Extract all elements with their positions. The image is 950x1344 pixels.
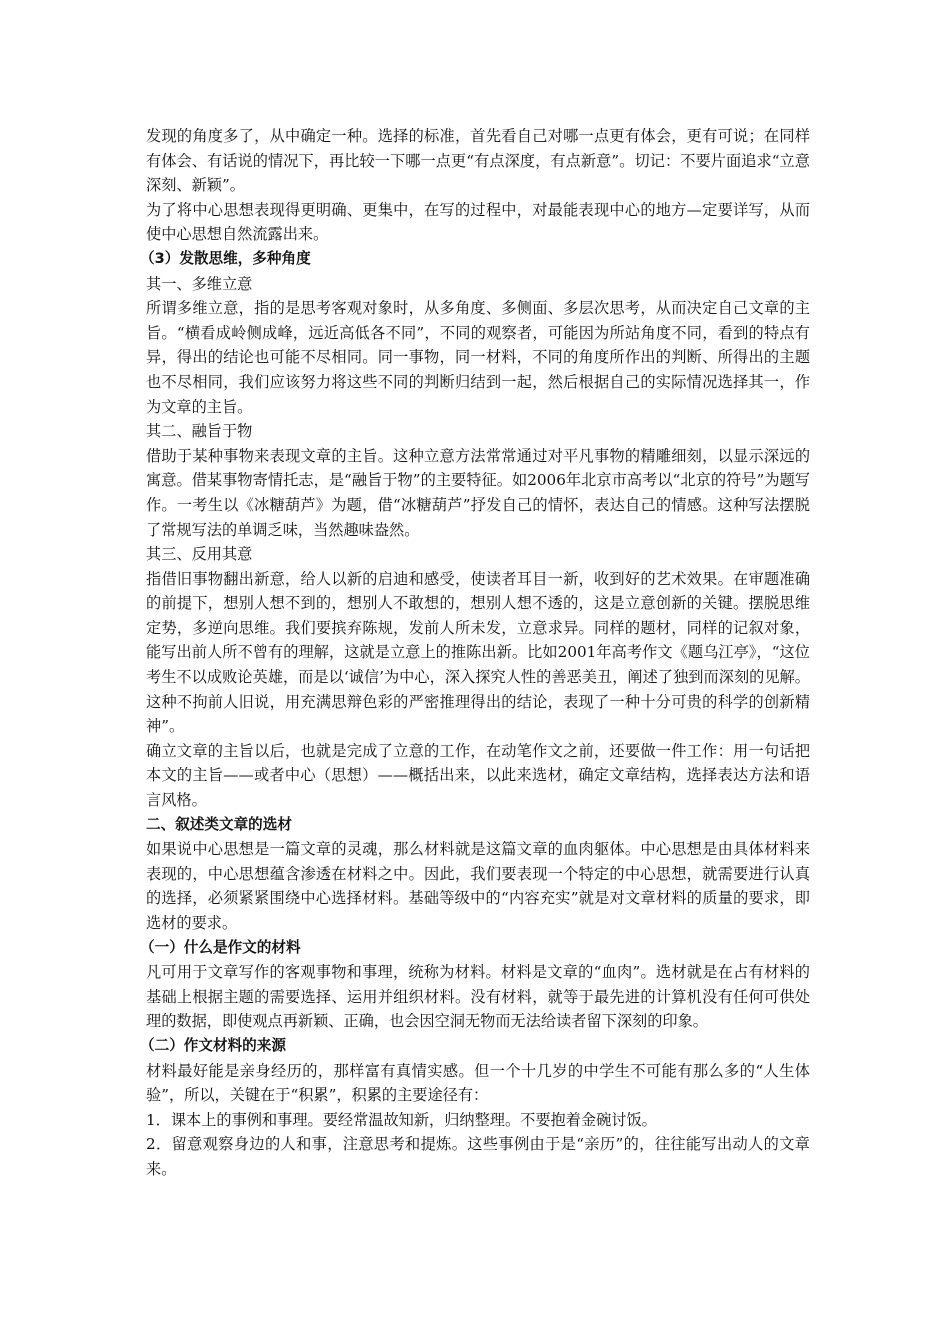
section-heading: （一）什么是作文的材料 [140, 938, 301, 956]
paragraph: 发现的角度多了，从中确定一种。选择的标准，首先看自己对哪一点更有体会，更有可说；在同样有体会、有话说的情况下，再比较一下哪一点更“有点深度，有点新意”。切记：不要片面追求“立意深刻、新颖”。 [146, 127, 810, 195]
paragraph: 凡可用于文章写作的客观事物和事理，统称为材料。材料是文章的“血肉”。选材就是在占有材料的基础上根据主题的需要选择、运用并组织材料。没有材料，就等于最先进的计算机没有任何可供处理的数据，即使观点再新颖、正确，也会因空洞无物而无法给读者留下深刻的印象。 [146, 963, 810, 1031]
section-heading: （3）发散思维，多种角度 [140, 249, 311, 267]
list-item: 1．课本上的事例和事理。要经常温故知新，归纳整理。不要抱着金碗讨饭。 [146, 1110, 657, 1129]
paragraph: 确立文章的主旨以后，也就是完成了立意的工作，在动笔作文之前，还要做一件工作：用一句话把本文的主旨——或者中心（思想）——概括出来，以此来选材，确定文章结构，选择表达方法和语言风格。 [146, 741, 810, 810]
list-item: 2．留意观察身边的人和事，注意思考和提炼。这些事例由于是“亲历”的，往往能写出动人的文章来。 [146, 1135, 810, 1178]
paragraph: 所谓多维立意，指的是思考客观对象时，从多角度、多侧面、多层次思考，从而决定自己文章的主旨。“横看成岭侧成峰，远近高低各不同”，不同的观察者，可能因为所站角度不同，看到的特点有异，得出的结论也可能不尽相同。同一事物，同一材料，不同的角度所作出的判断、所得出的主题也不尽相同，我们应该努力将这些不同的判断归结到一起，然后根据自己的实际情况选择其一，作为文章的主旨。 [146, 299, 810, 416]
document-page [140, 124, 810, 1182]
paragraph: 借助于某种事物来表现文章的主旨。这种立意方法常常通过对平凡事物的精雕细刻，以显示深远的寓意。借某事物寄情托志，是“融旨于物”的主要特征。如2006年北京市高考以“北京的符号”为题写作。一考生以《冰糖葫芦》为题，借“冰糖葫芦”抒发自己的情怀，表达自己的情感。这种写法摆脱了常规写法的单调乏味，当然趣味盎然。 [146, 446, 810, 539]
paragraph: 指借旧事物翻出新意，给人以新的启迪和感受，使读者耳目一新，收到好的艺术效果。在审题准确的前提下，想别人想不到的，想别人不敢想的，想别人想不透的，这是立意创新的关键。摆脱思维定势，多逆向思维。我们要摈弃陈规，发前人所未发，立意求异。同样的题材，同样的记叙对象，能写出前人所不曾有的理解，这就是立意上的推陈出新。比如2001年高考作文《题乌江亭》，“这位考生不以成败论英雄，而是以‘诚信’为中心，深入探究人性的善恶美丑，阐述了独到而深刻的见解。这种不拘前人旧说，用充满思辩色彩的严密推理得出的结论，表现了一种十分可贵的科学的创新精神”。 [146, 569, 810, 736]
subheading: 其一、多维立意 [146, 274, 253, 293]
subheading: 其二、融旨于物 [146, 422, 253, 441]
section-heading: 二、叙述类文章的选材 [146, 815, 292, 833]
paragraph: 材料最好能是亲身经历的，那样富有真情实感。但一个十几岁的中学生不可能有那么多的“人生体验”，所以，关键在于“积累”，积累的主要途径有： [146, 1061, 810, 1105]
paragraph: 如果说中心思想是一篇文章的灵魂，那么材料就是这篇文章的血肉躯体。中心思想是由具体材料来表现的，中心思想蕴含渗透在材料之中。因此，我们要表现一个特定的中心思想，就需要进行认真的选择，必须紧紧围绕中心选择材料。基础等级中的“内容充实”就是对文章材料的质量的要求，即选材的要求。 [146, 840, 810, 932]
subheading: 其三、反用其意 [146, 545, 253, 564]
paragraph: 为了将中心思想表现得更明确、更集中，在写的过程中，对最能表现中心的地方—定要详写，从而使中心思想自然流露出来。 [146, 200, 810, 244]
section-heading: （二）作文材料的来源 [140, 1036, 286, 1054]
